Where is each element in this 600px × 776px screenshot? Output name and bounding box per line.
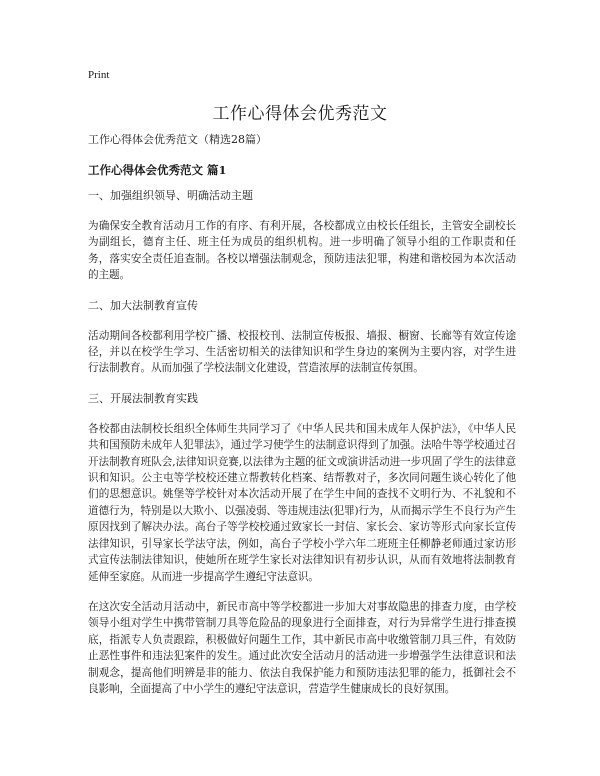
print-link[interactable]: Print xyxy=(88,69,110,81)
section-3-paragraph-2: 在这次安全活动月活动中，新民市高中等学校都进一步加大对事故隐患的排查力度，由学校领导小组对学生中携带管制刀具等危险品的现象进行全面排查，对行为异常学生进行排查摸底，指派专人负责跟踪，积极做好问题生工作，其中新民市高中收缴管制刀具三件，有效防止恶性事件和违法犯案件的发生。通过此次安全活动月的活动进一步增强学生法律意识和法制观念，提高他们明辨是非的能力、依法自我保护能力和预防违法犯罪的能力，抵御社会不良影响，全面提高了中小学生的遵纪守法意识，营造学生健康成长的良好氛围。 xyxy=(88,600,516,695)
article-heading: 工作心得体会优秀范文 篇1 xyxy=(88,163,227,177)
page-title: 工作心得体会优秀范文 xyxy=(212,104,388,124)
section-1-paragraph: 为确保安全教育活动月工作的有序、有利开展，各校都成立由校长任组长，主管安全副校长为副组长，德育主任、班主任为成员的组织机构。进一步明确了领导小组的工作职责和任务，落实安全责任追查制。各校以增强法制观念，预防违法犯罪，构建和谐校园为本次活动的主题。 xyxy=(88,220,516,282)
section-heading-1: 一、加强组织领导、明确活动主题 xyxy=(88,189,253,202)
document-body xyxy=(88,132,516,711)
section-heading-2: 二、加大法制教育宣传 xyxy=(88,298,198,312)
section-3-paragraph-1: 各校都由法制校长组织全体师生共同学习了《中华人民共和国未成年人保护法》，《中华人民共和国预防未成年人犯罪法》，通过学习使学生的法制意识得到了加强。法哈牛等学校通过召开法制教育班队会,法律知识竞赛,以法律为主题的征文或演讲活动进一步巩固了学生的法律意识和知识。公主屯等学校校还建立帮教转化档案、结帮教对子，多次同问题生谈心转化了他们的思想意识。姚堡等学校针对本次活动开展了在学生中间的查找不文明行为、不礼貌和不道德行为，特别是以大欺小、以强凌弱、等违规违法(犯罪)行为，从而揭示学生不良行为产生原因找到了解决办法。高台子等学校校通过致家长一封信、家长会、家访等形式向家长宣传法律知识，引导家长学法守法，例如，高台子学校小学六年二班班主任柳静老师通过家访形式宣传法制法律知识，使她所在班学生家长对法律知识有初步认识，从而有效地将法制教育延伸至家庭。从而进一步提高学生遵纪守法意识。 xyxy=(88,422,516,583)
section-heading-3: 三、开展法制教育实践 xyxy=(88,391,198,405)
document-subtitle: 工作心得体会优秀范文（精选28篇） xyxy=(88,133,267,146)
section-2-paragraph: 活动期间各校都利用学校广播、校报校刊、法制宣传板报、墙报、橱窗、长廊等有效宣传途径，并以在校学生学习、生活密切相关的法律知识和学生身边的案例为主要内容，对学生进行法制教育。从而加强了学校法制文化建设，营造浓厚的法制宣传氛围。 xyxy=(88,329,516,375)
